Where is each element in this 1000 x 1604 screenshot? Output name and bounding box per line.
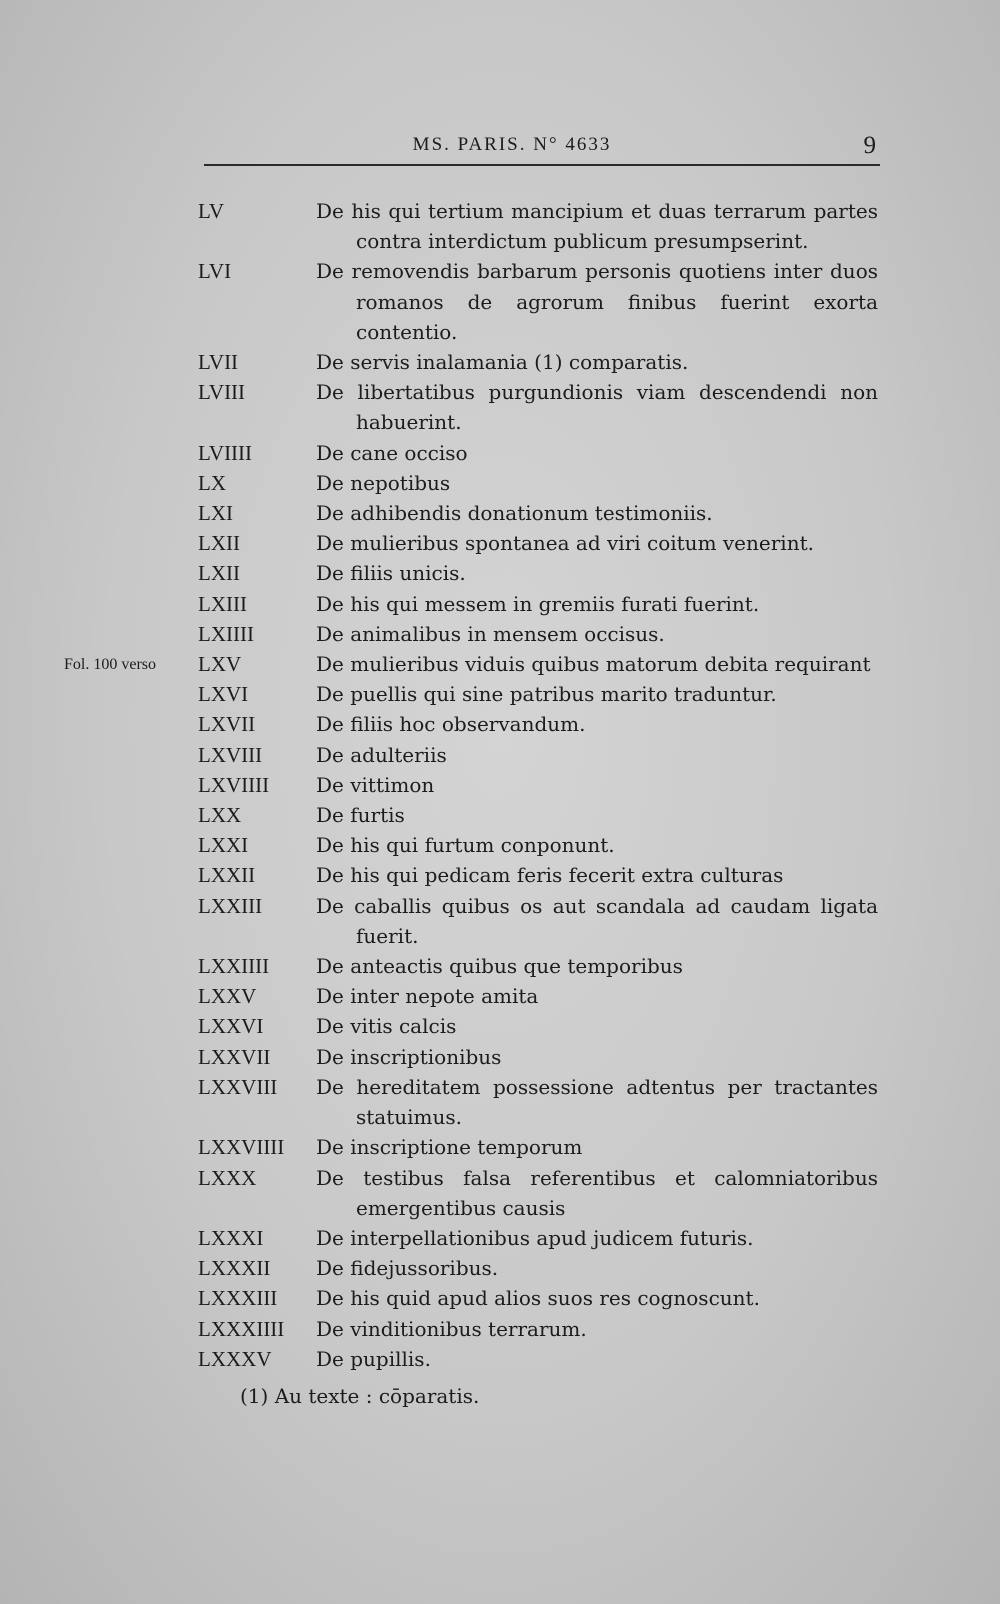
chapter-number: LXIIII [198,621,254,646]
running-header [204,130,880,166]
chapter-title: De animalibus in mensem occisus. [316,621,665,646]
chapter-number: LXXX [198,1165,257,1190]
chapter-number: LVIII [198,380,246,405]
chapter-title: De vitis calcis [316,1014,457,1039]
chapter-number: LXXVIIII [198,1135,285,1160]
chapter-number: LXXXII [198,1256,271,1281]
chapter-entry [198,498,878,528]
chapter-title: De anteactis quibus que temporibus [316,954,683,979]
chapter-entry [198,1132,878,1162]
chapter-title: De nepotibus [316,470,451,495]
footnote: (1) Au texte : cōparatis. [240,1384,480,1408]
chapter-number: LVII [198,350,239,375]
chapter-number: LXXII [198,863,256,888]
chapter-number: LXXVI [198,1014,264,1039]
chapter-title: De vittimon [316,772,435,797]
chapter-entry [198,951,878,981]
chapter-title: De adulteriis [316,742,447,767]
chapter-entry [198,1163,878,1223]
chapter-entry [198,740,878,770]
chapter-title: De testibus falsa referentibus et calomniatoribus emergentibus causis [316,1165,878,1220]
chapter-number: LXIII [198,591,247,616]
chapter-number: LV [198,199,225,223]
chapter-number: LXI [198,501,233,526]
chapter-title: De hereditatem possessione adtentus per tractantes statuimus. [316,1074,878,1130]
chapter-entry [198,256,878,347]
chapter-number: LXVIII [198,742,263,767]
chapter-entry [198,860,878,890]
chapter-title: De vinditionibus terrarum. [316,1316,587,1341]
chapter-number: LXXXIIII [198,1316,285,1341]
chapter-number: LXXVII [198,1044,271,1069]
chapter-number: LXXXIII [198,1286,278,1311]
chapter-list [64,196,878,1374]
chapter-title: De pupillis. [316,1346,431,1371]
chapter-number: LVIIII [198,440,253,465]
chapter-number: LXII [198,561,240,586]
chapter-number: LXX [198,803,242,828]
chapter-entry [198,1042,878,1072]
chapter-entry [198,468,878,498]
chapter-entry [198,1223,878,1253]
chapter-number: LXXVIII [198,1074,278,1099]
chapter-entry [198,528,878,558]
chapter-entry [198,709,878,739]
chapter-entry [198,438,878,468]
folio-margin-note: Fol. 100 verso [64,656,156,674]
chapter-entry [64,649,878,679]
chapter-entry [198,196,878,256]
chapter-title: De caballis quibus os aut scandala ad caudam ligata fuerit. [316,893,878,948]
chapter-entry [198,1283,878,1313]
chapter-title: De furtis [316,803,405,828]
chapter-entry [198,1011,878,1041]
chapter-title: De removendis barbarum personis quotiens inter duos romanos de agrorum finibus fuerint exorta contentio. [316,259,878,344]
chapter-title: De puellis qui sine patribus marito traduntur. [316,682,777,707]
chapter-entry [198,800,878,830]
chapter-entry [198,377,878,437]
chapter-title: De his qui messem in gremiis furati fuerint. [316,591,760,616]
chapter-title: De his quid apud alios suos res cognoscunt. [316,1286,760,1311]
chapter-number: LXXIIII [198,954,270,979]
chapter-number: LXXXV [198,1346,272,1371]
chapter-title: De his qui pedicam feris fecerit extra culturas [316,863,784,888]
chapter-number: LXXI [198,833,249,858]
chapter-title: De inter nepote amita [316,984,539,1009]
chapter-entry [198,1314,878,1344]
chapter-entry [198,679,878,709]
chapter-title: De his qui tertium mancipium et duas terrarum partes contra interdictum publicum presumpserint. [316,199,878,254]
chapter-entry [198,619,878,649]
chapter-entry [198,589,878,619]
chapter-entry [198,891,878,951]
chapter-entry [198,1253,878,1283]
chapter-number: LXVI [198,682,249,707]
chapter-title: De libertatibus purgundionis viam descendendi non habuerint. [316,380,878,435]
chapter-title: De inscriptionibus [316,1044,502,1069]
chapter-number: LXII [198,531,240,556]
chapter-title: De filiis unicis. [316,561,466,586]
chapter-entry [198,981,878,1011]
chapter-entry [198,1344,878,1374]
chapter-title: De interpellationibus apud judicem futuris. [316,1225,754,1250]
chapter-number: LXV [198,652,242,677]
chapter-number: LXXIII [198,893,263,918]
chapter-entry [198,558,878,588]
chapter-title: De mulieribus viduis quibus matorum debita requirant [316,652,871,677]
chapter-number: LX [198,470,226,495]
chapter-number: LXXV [198,984,257,1009]
chapter-number: LXVIIII [198,772,270,797]
chapter-number: LXVII [198,712,256,737]
chapter-title: De his qui furtum conponunt. [316,833,615,858]
chapter-title: De cane occiso [316,440,468,465]
chapter-title: De inscriptione temporum [316,1135,583,1160]
chapter-entry [198,770,878,800]
chapter-title: De fidejussoribus. [316,1256,499,1281]
chapter-title: De servis inalamania (1) comparatis. [316,350,689,375]
chapter-number: LVI [198,259,232,284]
page-number: 9 [863,132,876,159]
chapter-title: De adhibendis donationum testimoniis. [316,501,713,526]
chapter-number: LXXXI [198,1225,264,1250]
chapter-entry [198,347,878,377]
chapter-entry [198,830,878,860]
chapter-entry [198,1072,878,1132]
running-title: MS. PARIS. N° 4633 [412,134,612,155]
chapter-title: De filiis hoc observandum. [316,712,586,737]
chapter-title: De mulieribus spontanea ad viri coitum venerint. [316,531,814,556]
